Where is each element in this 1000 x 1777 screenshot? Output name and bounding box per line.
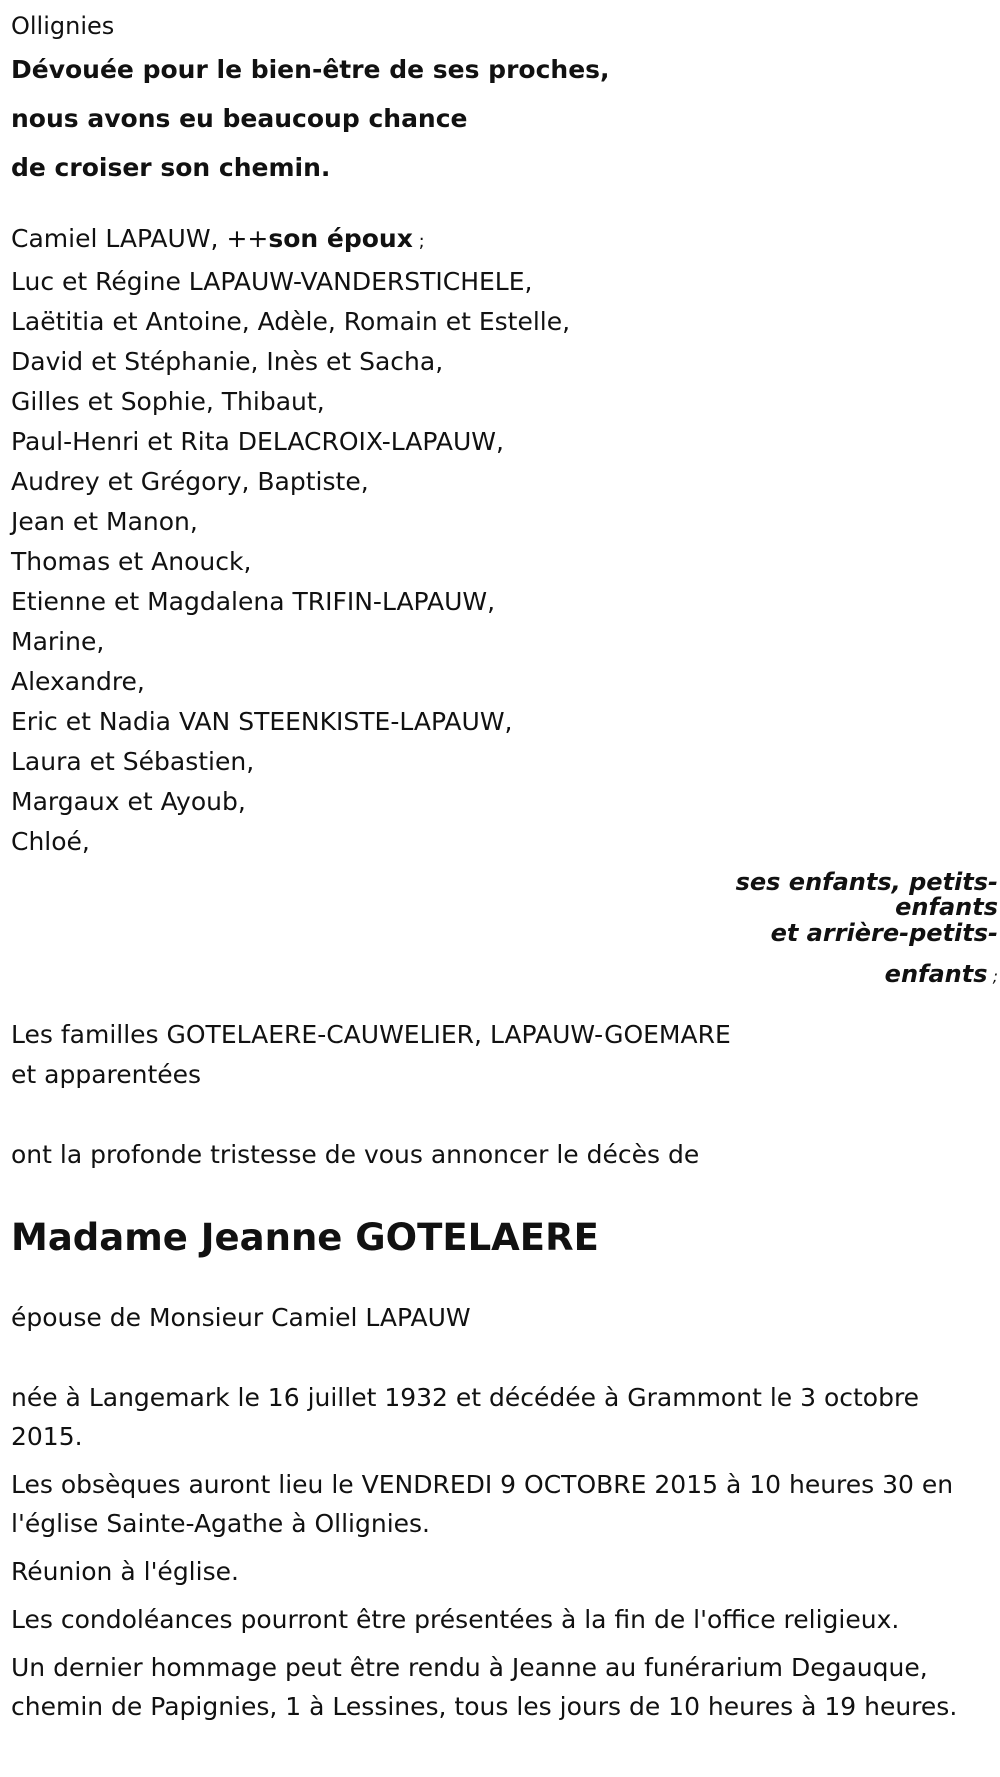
descendants-line: enfants [884, 960, 988, 988]
family-line: Audrey et Grégory, Baptiste, [11, 467, 369, 496]
detail-paragraph: Réunion à l'église. [11, 1557, 239, 1586]
families-line: Les familles GOTELAERE-CAUWELIER, LAPAUW-GOEMARE [11, 1020, 731, 1049]
family-line: Chloé, [11, 827, 90, 856]
motto-line: Dévouée pour le bien-être de ses proches, [11, 55, 610, 84]
descendants-caption [11, 862, 998, 997]
descendants-end: ; [987, 967, 998, 986]
motto [11, 54, 1000, 184]
family-line: David et Stéphanie, Inès et Sacha, [11, 347, 444, 376]
families-line: et apparentées [11, 1060, 202, 1089]
descendants-line: enfants [895, 893, 998, 921]
family-line: Alexandre, [11, 667, 145, 696]
detail-paragraph: née à Langemark le 16 juillet 1932 et décédée à Grammont le 3 octobre 2015. [11, 1383, 920, 1451]
family-line: Etienne et Magdalena TRIFIN-LAPAUW, [11, 587, 496, 616]
town-name: Ollignies [11, 12, 115, 40]
family-line: Luc et Régine LAPAUW-VANDERSTICHELE, [11, 267, 533, 296]
spouse-line [11, 219, 1000, 262]
family-line: Margaux et Ayoub, [11, 787, 246, 816]
detail-paragraph: Un dernier hommage peut être rendu à Jeanne au funérarium Degauque, chemin de Papignies, 1 à Lessines, tous les jours de 10 heures à 19 heures. [11, 1653, 958, 1721]
motto-line: nous avons eu beaucoup chance [11, 104, 468, 133]
family-line: Gilles et Sophie, Thibaut, [11, 387, 325, 416]
spouse-role: son époux [268, 224, 413, 253]
descendants-line: et arrière-petits- [770, 919, 998, 947]
descendants-line: ses enfants, petits- [735, 868, 998, 896]
spouse-name: Camiel LAPAUW, ++ [11, 224, 269, 253]
related-families [11, 1015, 1000, 1095]
family-line: Thomas et Anouck, [11, 547, 252, 576]
detail-paragraph: Les condoléances pourront être présentées à la fin de l'office religieux. [11, 1605, 900, 1634]
family-line: Paul-Henri et Rita DELACROIX-LAPAUW, [11, 427, 504, 456]
funeral-details [11, 1378, 996, 1726]
family-line: Eric et Nadia VAN STEENKISTE-LAPAUW, [11, 707, 513, 736]
motto-line: de croiser son chemin. [11, 153, 331, 182]
detail-paragraph: Les obsèques auront lieu le VENDREDI 9 OCTOBRE 2015 à 10 heures 30 en l'église Sainte-Agathe à Ollignies. [11, 1470, 954, 1538]
family-line: Laura et Sébastien, [11, 747, 255, 776]
family-line: Jean et Manon, [11, 507, 198, 536]
family-line: Marine, [11, 627, 105, 656]
family-list [11, 219, 1000, 862]
deceased-name: Madame Jeanne GOTELAERE [11, 1216, 599, 1259]
descendants-line-last [11, 954, 998, 997]
deceased-spouse: épouse de Monsieur Camiel LAPAUW [11, 1303, 471, 1332]
family-line: Laëtitia et Antoine, Adèle, Romain et Estelle, [11, 307, 571, 336]
spouse-line-end: ; [412, 231, 425, 252]
announcement: ont la profonde tristesse de vous annoncer le décès de [11, 1140, 700, 1169]
